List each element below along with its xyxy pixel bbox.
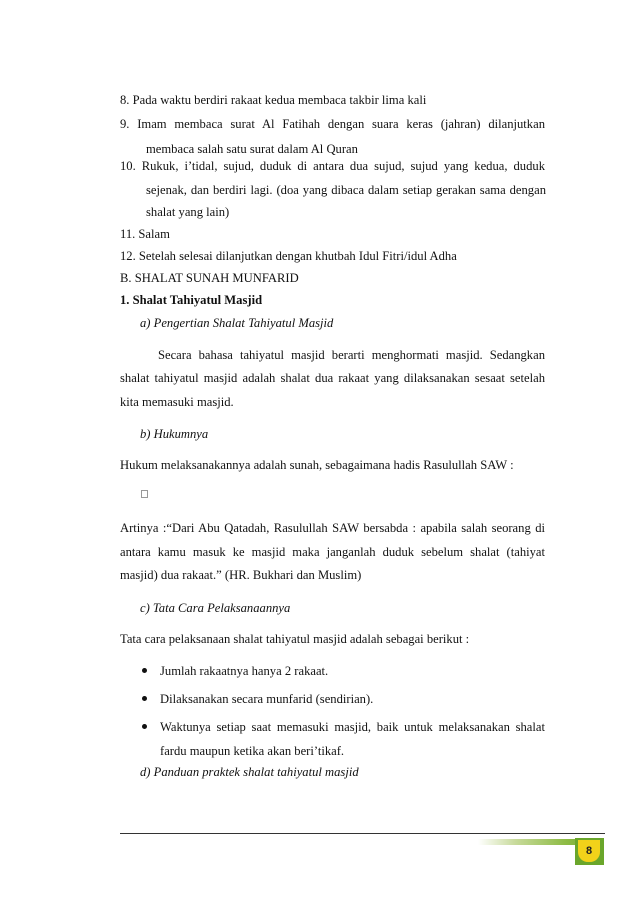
list-item-8: 8. Pada waktu berdiri rakaat kedua membaca takbir lima kali xyxy=(120,93,427,107)
page-number: 8 xyxy=(578,840,600,862)
bullet-icon xyxy=(142,668,147,673)
page-number-badge xyxy=(575,838,604,865)
paragraph-3: Tata cara pelaksanaan shalat tahiyatul masjid adalah sebagai berikut : xyxy=(120,632,470,646)
list-item-10-line3: shalat yang lain) xyxy=(146,205,230,219)
artinya-line1: Artinya :“Dari Abu Qatadah, Rasulullah SAW bersabda : apabila salah seorang di xyxy=(120,521,545,535)
paragraph-1-line1: Secara bahasa tahiyatul masjid berarti menghormati masjid. Sedangkan xyxy=(158,348,545,362)
subheading-tata-cara: c) Tata Cara Pelaksanaannya xyxy=(140,601,291,615)
bullet-icon xyxy=(142,696,147,701)
list-item-12: 12. Setelah selesai dilanjutkan dengan khutbah Idul Fitri/idul Adha xyxy=(120,249,457,263)
list-item-10-line1: 10. Rukuk, i’tidal, sujud, duduk di antara dua sujud, sujud yang kedua, duduk xyxy=(120,159,545,173)
missing-glyph-icon xyxy=(141,490,148,498)
footer-divider xyxy=(120,833,605,834)
subheading-pengertian: a) Pengertian Shalat Tahiyatul Masjid xyxy=(140,316,334,330)
subheading-panduan: d) Panduan praktek shalat tahiyatul masjid xyxy=(140,765,359,779)
bullet-item-2: Dilaksanakan secara munfarid (sendirian). xyxy=(160,692,374,706)
artinya-line3: masjid) dua rakaat.” (HR. Bukhari dan Muslim) xyxy=(120,568,362,582)
subheading-hukumnya: b) Hukumnya xyxy=(140,427,209,441)
paragraph-1-line2: shalat tahiyatul masjid adalah shalat dua rakaat yang dilaksanakan sesaat setelah xyxy=(120,371,545,385)
bullet-item-3-line1: Waktunya setiap saat memasuki masjid, baik untuk melaksanakan shalat xyxy=(160,720,545,734)
section-b-heading: B. SHALAT SUNAH MUNFARID xyxy=(120,271,299,285)
list-item-11: 11. Salam xyxy=(120,227,170,241)
artinya-line2: antara kamu masuk ke masjid maka janganlah duduk sebelum shalat (tahiyat xyxy=(120,545,545,559)
list-item-9-line1: 9. Imam membaca surat Al Fatihah dengan suara keras (jahran) dilanjutkan xyxy=(120,117,545,131)
bullet-item-3-line2: fardu maupun ketika akan beri’tikaf. xyxy=(160,744,345,758)
list-item-9-line2: membaca salah satu surat dalam Al Quran xyxy=(146,142,358,156)
paragraph-2: Hukum melaksanakannya adalah sunah, sebagaimana hadis Rasulullah SAW : xyxy=(120,458,514,472)
bullet-item-1: Jumlah rakaatnya hanya 2 rakaat. xyxy=(160,664,329,678)
paragraph-1-line3: kita memasuki masjid. xyxy=(120,395,234,409)
list-item-10-line2: sejenak, dan berdiri lagi. (doa yang dibaca dalam setiap gerakan sama dengan xyxy=(146,183,546,197)
bullet-icon xyxy=(142,724,147,729)
heading-tahiyatul-masjid: 1. Shalat Tahiyatul Masjid xyxy=(120,293,263,307)
